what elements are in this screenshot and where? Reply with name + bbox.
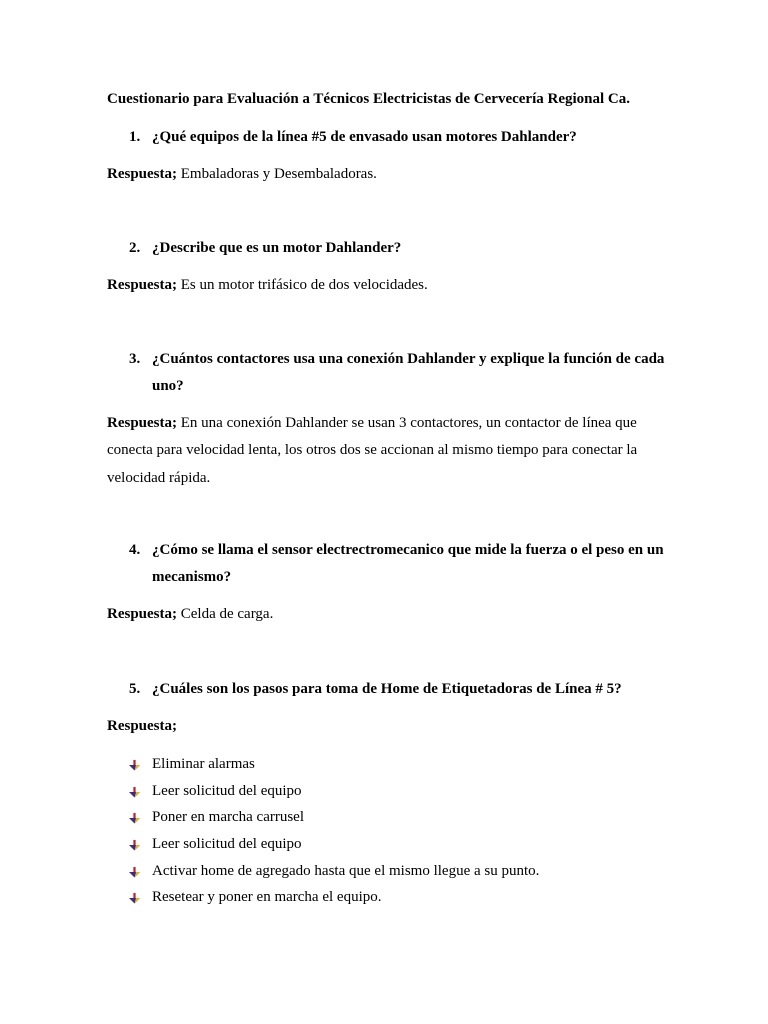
- answer-label: Respuesta;: [107, 415, 177, 431]
- list-item: [107, 751, 539, 778]
- answer-label: Respuesta;: [107, 718, 177, 734]
- arrow-down-bullet-icon: [129, 867, 140, 878]
- question-text: ¿Cómo se llama el sensor electrectromecanico que mide la fuerza o el peso en un mecanismo?: [152, 542, 664, 585]
- question-1: [107, 124, 667, 151]
- step-text: Leer solicitud del equipo: [152, 836, 302, 853]
- arrow-down-bullet-icon: [129, 813, 140, 824]
- list-item: [107, 884, 539, 911]
- question-number: 4.: [129, 542, 141, 558]
- arrow-down-bullet-icon: [129, 893, 140, 904]
- question-number: 3.: [129, 351, 141, 367]
- answer-text: Es un motor trifásico de dos velocidades.: [180, 277, 428, 293]
- list-item: [107, 804, 539, 831]
- question-4: [107, 537, 667, 591]
- answer-1: [107, 161, 667, 188]
- question-number: 5.: [129, 681, 141, 697]
- arrow-down-bullet-icon: [129, 760, 140, 771]
- answer-label: Respuesta;: [107, 277, 177, 293]
- step-text: Leer solicitud del equipo: [152, 782, 302, 799]
- list-item: [107, 831, 539, 858]
- step-text: Resetear y poner en marcha el equipo.: [152, 889, 382, 906]
- answer-label: Respuesta;: [107, 606, 177, 622]
- question-text: ¿Cuáles son los pasos para toma de Home de Etiquetadoras de Línea # 5?: [152, 681, 622, 697]
- question-3: [107, 346, 667, 400]
- question-2: [107, 235, 667, 262]
- answer-text: Embaladoras y Desembaladoras.: [180, 166, 377, 182]
- answer-text: Celda de carga.: [180, 606, 274, 622]
- question-number: 2.: [129, 240, 141, 256]
- list-item: [107, 858, 539, 885]
- step-text: Eliminar alarmas: [152, 756, 255, 772]
- document-title: Cuestionario para Evaluación a Técnicos Electricistas de Cervecería Regional Ca.: [107, 91, 630, 107]
- question-number: 1.: [129, 129, 141, 145]
- answer-2: [107, 272, 667, 299]
- step-text: Activar home de agregado hasta que el mismo llegue a su punto.: [152, 862, 540, 879]
- question-5: [107, 676, 667, 703]
- answer-label: Respuesta;: [107, 166, 177, 182]
- answer-3: [107, 410, 667, 492]
- arrow-down-bullet-icon: [129, 840, 140, 851]
- list-item: [107, 778, 539, 805]
- answer-5: [107, 713, 667, 740]
- arrow-down-bullet-icon: [129, 787, 140, 798]
- answer-4: [107, 601, 667, 628]
- question-text: ¿Cuántos contactores usa una conexión Dahlander y explique la función de cada uno?: [152, 351, 665, 394]
- question-text: ¿Describe que es un motor Dahlander?: [152, 240, 402, 256]
- steps-list: [107, 751, 539, 911]
- step-text: Poner en marcha carrusel: [152, 809, 305, 826]
- answer-text: En una conexión Dahlander se usan 3 contactores, un contactor de línea que conecta para velocidad lenta, los otros dos se accionan al mismo tiempo para conectar la velocidad rápida.: [107, 415, 638, 486]
- question-text: ¿Qué equipos de la línea #5 de envasado usan motores Dahlander?: [152, 129, 577, 145]
